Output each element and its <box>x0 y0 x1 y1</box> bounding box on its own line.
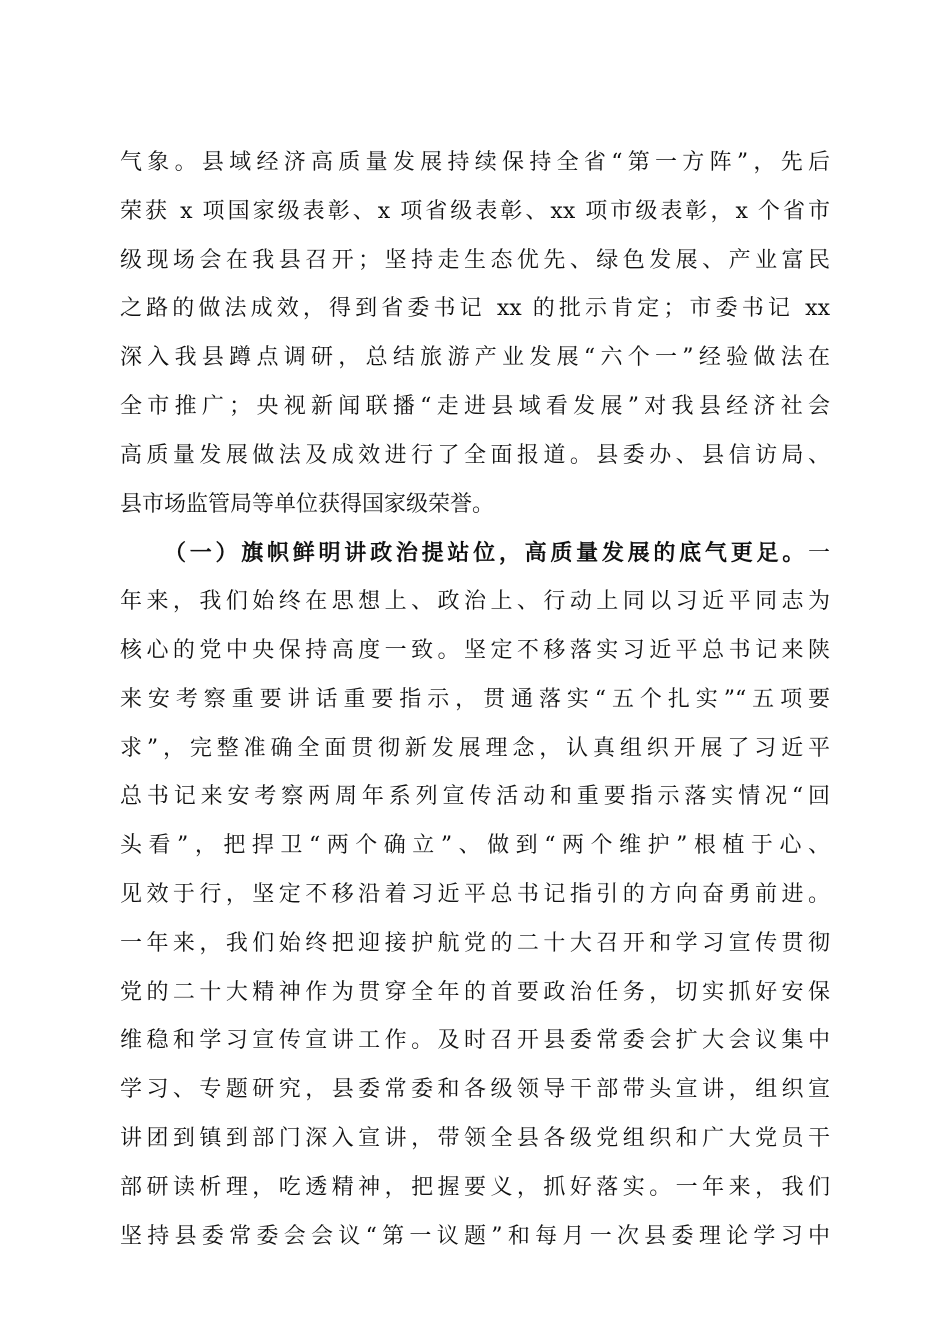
text-line: 之路的做法成效，得到省委书记 xx 的批示肯定；市委书记 xx <box>120 296 830 322</box>
text-line: 年来，我们始终在思想上、政治上、行动上同以习近平同志为 <box>120 589 830 615</box>
section-heading: （一）旗帜鲜明讲政治提站位，高质量发展的底气更足。 <box>164 540 808 567</box>
text-line: 县市场监管局等单位获得国家级荣誉。 <box>120 491 495 517</box>
text-run: 一 <box>807 541 830 567</box>
text-line: 高质量发展做法及成效进行了全面报道。县委办、县信访局、 <box>120 442 830 468</box>
text-line: 气象。县域经济高质量发展持续保持全省“第一方阵”，先后 <box>120 150 830 175</box>
text-line: 级现场会在我县召开；坚持走生态优先、绿色发展、产业富民 <box>120 247 830 273</box>
text-line: 荣获 x 项国家级表彰、x 项省级表彰、xx 项市级表彰，x 个省市 <box>120 198 830 224</box>
text-line: 总书记来安考察两周年系列宣传活动和重要指示落实情况“回 <box>120 784 830 810</box>
text-line: 全市推广；央视新闻联播“走进县域看发展”对我县经济社会 <box>120 393 830 419</box>
text-line-first <box>120 529 830 578</box>
text-line: 一年来，我们始终把迎接护航党的二十大召开和学习宣传贯彻 <box>120 930 830 956</box>
text-line: 坚持县委常委会会议“第一议题”和每月一次县委理论学习中 <box>120 1223 830 1249</box>
paragraph-achievements <box>120 139 830 529</box>
text-line: 部研读析理，吃透精神，把握要义，抓好落实。一年来，我们 <box>120 1174 830 1200</box>
paragraph-politics <box>120 529 830 1261</box>
text-line: 维稳和学习宣传宣讲工作。及时召开县委常委会扩大会议集中 <box>120 1028 830 1054</box>
text-line: 讲团到镇到部门深入宣讲，带领全县各级党组织和广大党员干 <box>120 1125 830 1151</box>
text-line: 深入我县蹲点调研，总结旅游产业发展“六个一”经验做法在 <box>120 345 830 371</box>
text-line: 见效于行，坚定不移沿着习近平总书记指引的方向奋勇前进。 <box>120 881 830 907</box>
document-body <box>120 139 830 1261</box>
text-line: 核心的党中央保持高度一致。坚定不移落实习近平总书记来陕 <box>120 637 830 663</box>
text-line: 头看”，把捍卫“两个确立”、做到“两个维护”根植于心、 <box>120 833 830 859</box>
text-line: 来安考察重要讲话重要指示，贯通落实“五个扎实”“五项要 <box>120 686 830 712</box>
text-line: 党的二十大精神作为贯穿全年的首要政治任务，切实抓好安保 <box>120 979 830 1005</box>
text-line: 求”，完整准确全面贯彻新发展理念，认真组织开展了习近平 <box>120 735 830 761</box>
text-line: 学习、专题研究，县委常委和各级领导干部带头宣讲，组织宣 <box>120 1077 830 1103</box>
